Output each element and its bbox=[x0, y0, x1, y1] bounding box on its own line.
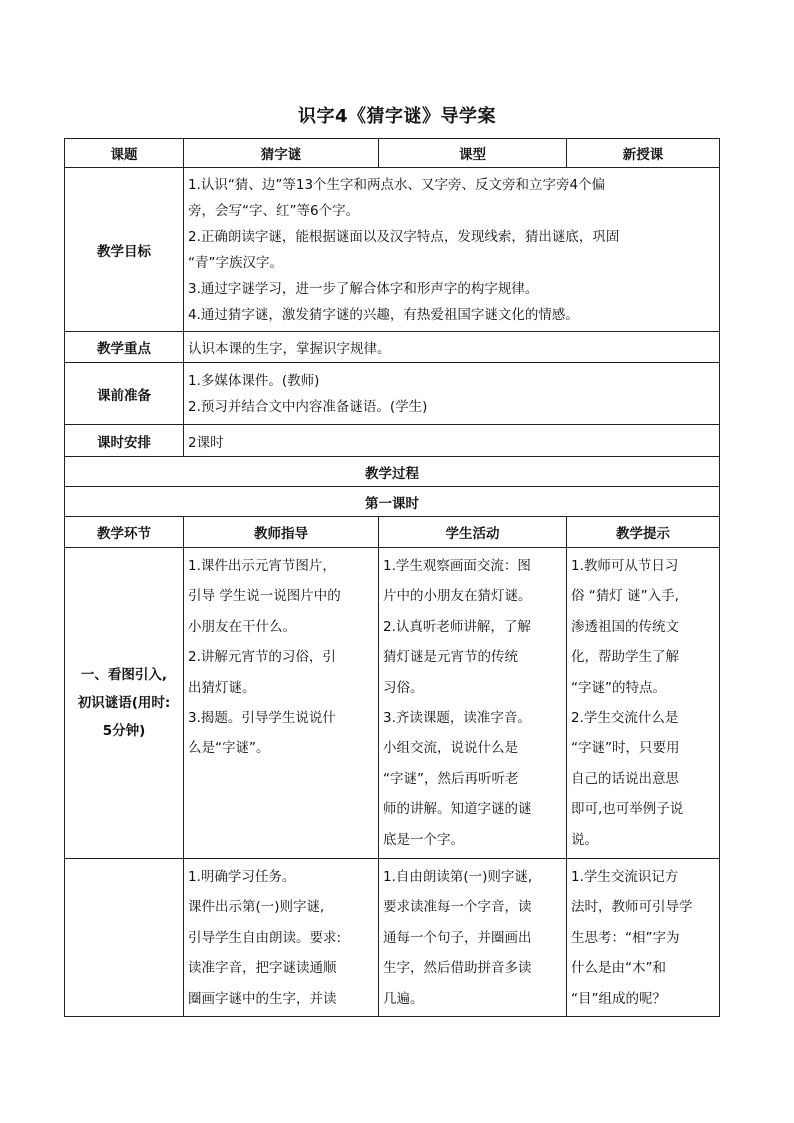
teacher-line: 3.揭题。引导学生说说什 bbox=[188, 710, 336, 727]
student-line: 几遍。 bbox=[383, 990, 424, 1007]
focus-label: 教学重点 bbox=[65, 332, 184, 363]
schedule-value: 2课时 bbox=[184, 425, 720, 457]
student-line: 通每一个句子，并圈画出 bbox=[383, 929, 532, 946]
student-line: 1.自由朗读第(一)则字谜, bbox=[383, 869, 533, 885]
goals-content bbox=[184, 168, 720, 332]
stage-line: 初识谜语(用时: bbox=[77, 695, 171, 711]
tips-line: 1.教师可从节日习 bbox=[571, 558, 679, 574]
lesson-title: 第一课时 bbox=[65, 487, 720, 517]
student-line: 片中的小朋友在猜灯谜。 bbox=[383, 588, 532, 605]
topic-label: 课题 bbox=[65, 139, 184, 168]
type-value: 新授课 bbox=[567, 139, 720, 168]
student-line: “字谜”，然后再听听老 bbox=[383, 770, 519, 787]
stage-cell bbox=[65, 859, 184, 1017]
teacher-line: 出猜灯谜。 bbox=[188, 679, 256, 696]
student-line: 3.齐读课题，读准字音。 bbox=[383, 710, 531, 727]
student-line: 1.学生观察画面交流：图 bbox=[383, 558, 531, 574]
student-line: 要求读准每一个字音，读 bbox=[383, 899, 532, 916]
tips-line: 自己的话说出意思 bbox=[571, 770, 679, 787]
prep-line: 2.预习并结合文中内容准备谜语。(学生) bbox=[188, 398, 428, 415]
goals-line: 2.正确朗读字谜，能根据谜面以及汉字特点，发现线索，猜出谜底，巩固 bbox=[188, 228, 620, 245]
tips-cell bbox=[567, 548, 720, 859]
prep-label: 课前准备 bbox=[65, 363, 184, 425]
process-title: 教学过程 bbox=[65, 457, 720, 487]
teacher-line: 引导学生自由朗读。要求: bbox=[188, 929, 342, 946]
goals-label: 教学目标 bbox=[65, 168, 184, 332]
student-line: 猜灯谜是元宵节的传统 bbox=[383, 649, 518, 666]
column-header: 教学提示 bbox=[567, 517, 720, 548]
tips-line: 即可,也可举例子说 bbox=[571, 801, 684, 818]
tips-line: 俗 “猜灯 谜”入手, bbox=[571, 588, 679, 605]
tips-line: “字谜”的特点。 bbox=[571, 679, 666, 696]
student-line: 师的讲解。知道字谜的谜 bbox=[383, 801, 532, 818]
stage-cell bbox=[65, 548, 184, 859]
tips-line: 2.学生交流什么是 bbox=[571, 710, 679, 727]
student-cell bbox=[379, 548, 567, 859]
teacher-line: 读准字音，把字谜读通顺 bbox=[188, 960, 337, 977]
tips-line: 渗透祖国的传统文 bbox=[571, 618, 679, 635]
tips-line: “字谜”时，只要用 bbox=[571, 740, 680, 757]
stage-row bbox=[65, 548, 720, 859]
tips-line: 说。 bbox=[571, 831, 598, 848]
teacher-line: 圈画字谜中的生字，并读 bbox=[188, 990, 337, 1007]
teacher-line: 小朋友在干什么。 bbox=[188, 618, 296, 635]
column-header: 学生活动 bbox=[379, 517, 567, 548]
schedule-label: 课时安排 bbox=[65, 425, 184, 457]
tips-line: 化，帮助学生了解 bbox=[571, 649, 679, 666]
tips-line: “目”组成的呢？ bbox=[571, 990, 666, 1007]
stage-line: 5分钟) bbox=[102, 723, 146, 739]
goals-line: 旁，会写“字、红”等6个字。 bbox=[188, 202, 360, 219]
tips-cell bbox=[567, 859, 720, 1017]
student-line: 生字，然后借助拼音多读 bbox=[383, 960, 532, 977]
teacher-cell bbox=[184, 859, 379, 1017]
schedule-row bbox=[65, 425, 720, 457]
goals-line: 4.通过猜字谜，激发猜字谜的兴趣，有热爱祖国字谜文化的情感。 bbox=[188, 306, 579, 323]
student-line: 小组交流，说说什么是 bbox=[383, 740, 518, 757]
student-line: 2.认真听老师讲解，了解 bbox=[383, 618, 531, 635]
student-cell bbox=[379, 859, 567, 1017]
stage-row bbox=[65, 859, 720, 1017]
prep-row bbox=[65, 363, 720, 425]
goals-line: “青”字族汉字。 bbox=[188, 254, 283, 271]
goals-row bbox=[65, 168, 720, 332]
goals-line: 1.认识“猜、边”等13个生字和两点水、又字旁、反文旁和立字旁4个偏 bbox=[188, 176, 606, 193]
teacher-cell bbox=[184, 548, 379, 859]
header-row bbox=[65, 139, 720, 168]
prep-content bbox=[184, 363, 720, 425]
column-header: 教学环节 bbox=[65, 517, 184, 548]
page-title: 识字4《猜字谜》导学案 bbox=[297, 106, 497, 127]
teacher-line: 1.课件出示元宵节图片， bbox=[188, 558, 336, 574]
focus-value: 认识本课的生字，掌握识字规律。 bbox=[184, 332, 720, 363]
type-label: 课型 bbox=[379, 139, 567, 168]
teacher-line: 么是“字谜”。 bbox=[188, 740, 270, 757]
topic-value: 猜字谜 bbox=[184, 139, 379, 168]
teacher-line: 2.讲解元宵节的习俗，引 bbox=[188, 649, 336, 666]
prep-line: 1.多媒体课件。(教师) bbox=[188, 372, 320, 389]
student-line: 习俗。 bbox=[383, 679, 424, 696]
lesson-title-row bbox=[65, 487, 720, 517]
column-header-row bbox=[65, 517, 720, 548]
tips-line: 生思考：“相”字为 bbox=[571, 929, 680, 946]
tips-line: 1.学生交流识记方 bbox=[571, 869, 679, 885]
teacher-line: 引导 学生说一说图片中的 bbox=[188, 588, 341, 605]
lesson-plan-table bbox=[64, 138, 720, 1017]
teacher-line: 课件出示第(一)则字谜, bbox=[188, 899, 325, 916]
process-title-row bbox=[65, 457, 720, 487]
column-header: 教师指导 bbox=[184, 517, 379, 548]
stage-line: 一、看图引入, bbox=[80, 667, 168, 683]
teacher-line: 1.明确学习任务。 bbox=[188, 869, 296, 885]
student-line: 底是一个字。 bbox=[383, 831, 464, 848]
tips-line: 什么是由“木”和 bbox=[571, 960, 666, 977]
tips-line: 法时，教师可引导学 bbox=[571, 899, 693, 916]
focus-row bbox=[65, 332, 720, 363]
goals-line: 3.通过字谜学习，进一步了解合体字和形声字的构字规律。 bbox=[188, 280, 539, 297]
